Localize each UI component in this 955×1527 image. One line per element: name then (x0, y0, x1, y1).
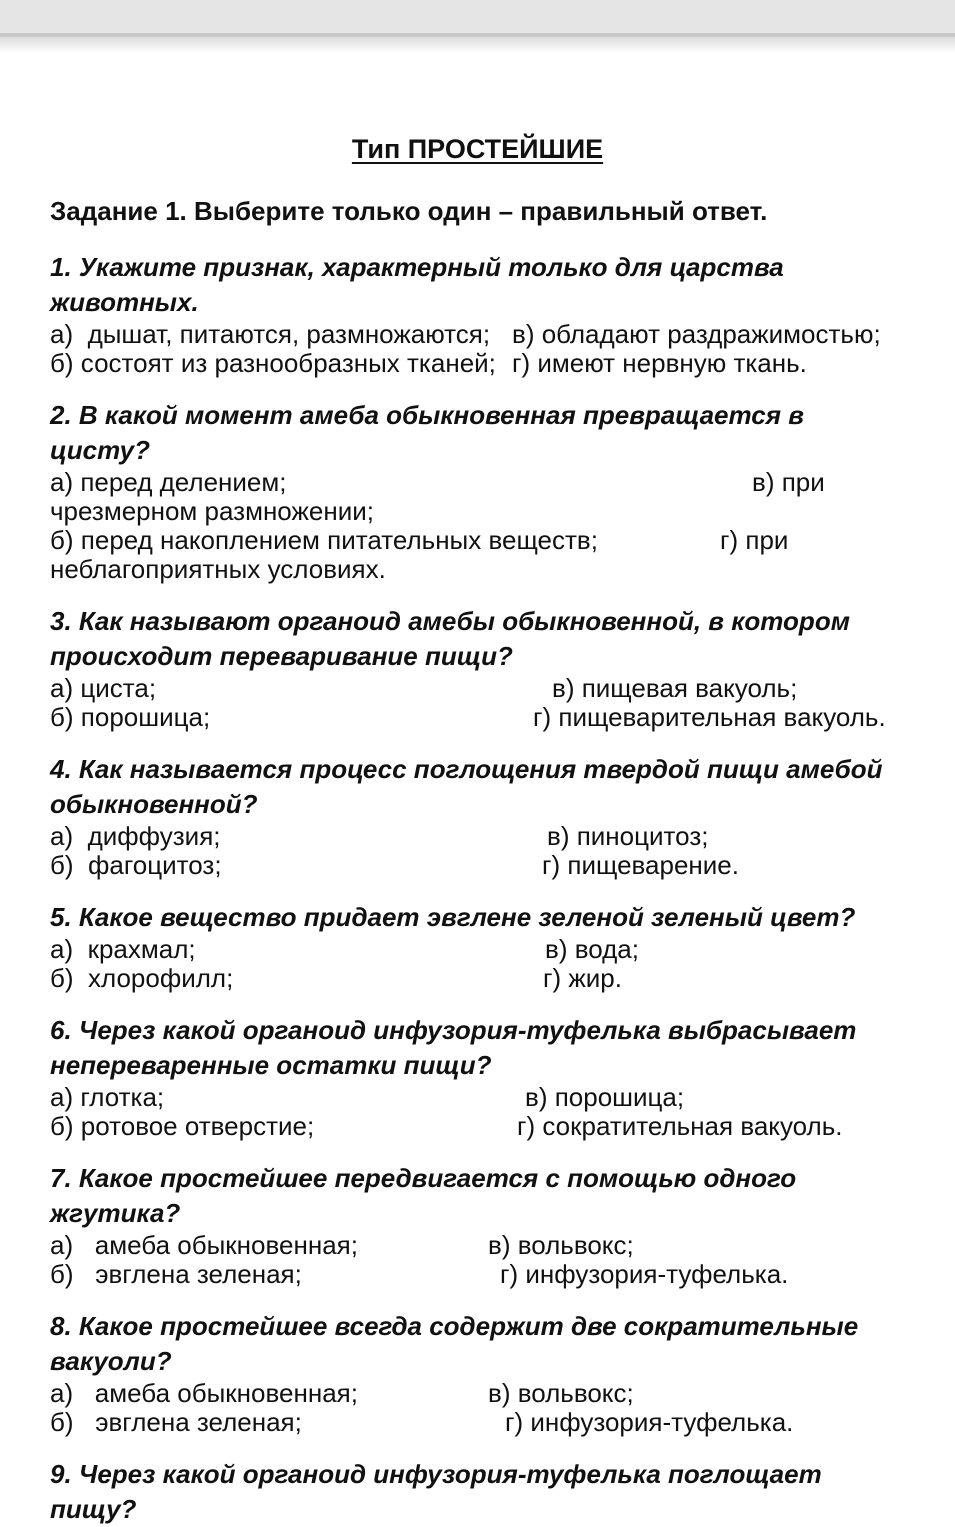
option-row (50, 497, 905, 526)
option-row (50, 526, 905, 555)
option-b: б) хлорофилл; (50, 963, 234, 993)
option-row (50, 320, 905, 349)
question-heading: 4. Как называется процесс поглощения твердой пищи амебой обыкновенной? (50, 754, 883, 819)
option-a: а) диффузия; (50, 821, 221, 851)
option-row (50, 468, 905, 497)
option-row (50, 1083, 905, 1112)
option-row (50, 555, 905, 584)
option-v: в) пиноцитоз; (547, 821, 709, 851)
document-page (0, 133, 955, 1527)
option-row (50, 851, 905, 880)
option-v: в) обладают раздражимостью; (512, 319, 881, 349)
option-v: в) вольвокс; (488, 1378, 634, 1408)
option-b: б) состоят из разнообразных тканей; (50, 348, 496, 378)
option-g: г) пищеварительная вакуоль. (533, 702, 886, 732)
option-a: а) амеба обыкновенная; (50, 1378, 358, 1408)
question-8 (50, 1309, 905, 1437)
question-list (50, 250, 905, 1527)
option-row (50, 1112, 905, 1141)
option-a: а) глотка; (50, 1082, 165, 1112)
option-row (50, 1260, 905, 1289)
option-g: г) при (720, 525, 789, 555)
option-row (50, 703, 905, 732)
question-7 (50, 1161, 905, 1289)
question-2 (50, 398, 905, 584)
question-heading: 6. Через какой органоид инфузория-туфелька выбрасывает непереваренные остатки пищи? (50, 1015, 857, 1080)
option-a: а) дышат, питаются, размножаются; (50, 319, 491, 349)
option-a: а) циста; (50, 673, 157, 703)
question-6 (50, 1013, 905, 1141)
question-5 (50, 900, 905, 993)
option-b: б) перед накоплением питательных веществ; (50, 525, 598, 555)
option-a: а) перед делением; (50, 467, 287, 497)
question-heading: 1. Укажите признак, характерный только для царства животных. (50, 252, 784, 317)
option-b: б) фагоцитоз; (50, 850, 222, 880)
option-g: г) инфузория-туфелька. (500, 1259, 789, 1289)
option-row (50, 1231, 905, 1260)
question-4 (50, 752, 905, 880)
task-heading: Задание 1. Выберите только один – правильный ответ. (50, 196, 768, 226)
option-row (50, 1408, 905, 1437)
option-row (50, 1379, 905, 1408)
option-row (50, 349, 905, 378)
option-row (50, 822, 905, 851)
option-g: г) инфузория-туфелька. (505, 1407, 794, 1437)
option-a: а) амеба обыкновенная; (50, 1230, 358, 1260)
question-heading: 9. Через какой органоид инфузория-туфелька поглощает пищу? (50, 1459, 829, 1524)
question-3 (50, 604, 905, 732)
option-row (50, 674, 905, 703)
option-row (50, 964, 905, 993)
question-heading: 7. Какое простейшее передвигается с помощью одного жгутика? (50, 1163, 797, 1228)
question-heading: 5. Какое вещество придает эвглене зеленой зеленый цвет? (50, 902, 856, 932)
option-v-continuation: чрезмерном размножении; (50, 496, 374, 526)
option-v: в) пищевая вакуоль; (552, 673, 798, 703)
question-heading: 3. Как называют органоид амебы обыкновенной, в котором происходит переваривание пищи? (50, 606, 850, 671)
option-b: б) эвглена зеленая; (50, 1407, 302, 1437)
document-title: Тип ПРОСТЕЙШИЕ (351, 134, 604, 164)
option-g: г) имеют нервную ткань. (512, 348, 807, 378)
option-row (50, 935, 905, 964)
question-1 (50, 250, 905, 378)
option-v: в) вольвокс; (488, 1230, 634, 1260)
option-g: г) жир. (543, 963, 622, 993)
option-v: в) порошица; (525, 1082, 685, 1112)
option-g: г) пищеварение. (542, 850, 739, 880)
question-9 (50, 1457, 905, 1527)
question-heading: 8. Какое простейшее всегда содержит две сократительные вакуоли? (50, 1311, 859, 1376)
option-a: а) крахмал; (50, 934, 196, 964)
viewer-top-bar-shadow (0, 37, 955, 53)
option-b: б) ротовое отверстие; (50, 1111, 315, 1141)
viewer-top-bar (0, 0, 955, 33)
option-g-continuation: неблагоприятных условиях. (50, 554, 386, 584)
question-heading: 2. В какой момент амеба обыкновенная превращается в цисту? (50, 400, 812, 465)
option-b: б) порошица; (50, 702, 211, 732)
option-v: в) при (752, 467, 825, 497)
option-g: г) сократительная вакуоль. (517, 1111, 843, 1141)
option-v: в) вода; (545, 934, 639, 964)
option-b: б) эвглена зеленая; (50, 1259, 302, 1289)
